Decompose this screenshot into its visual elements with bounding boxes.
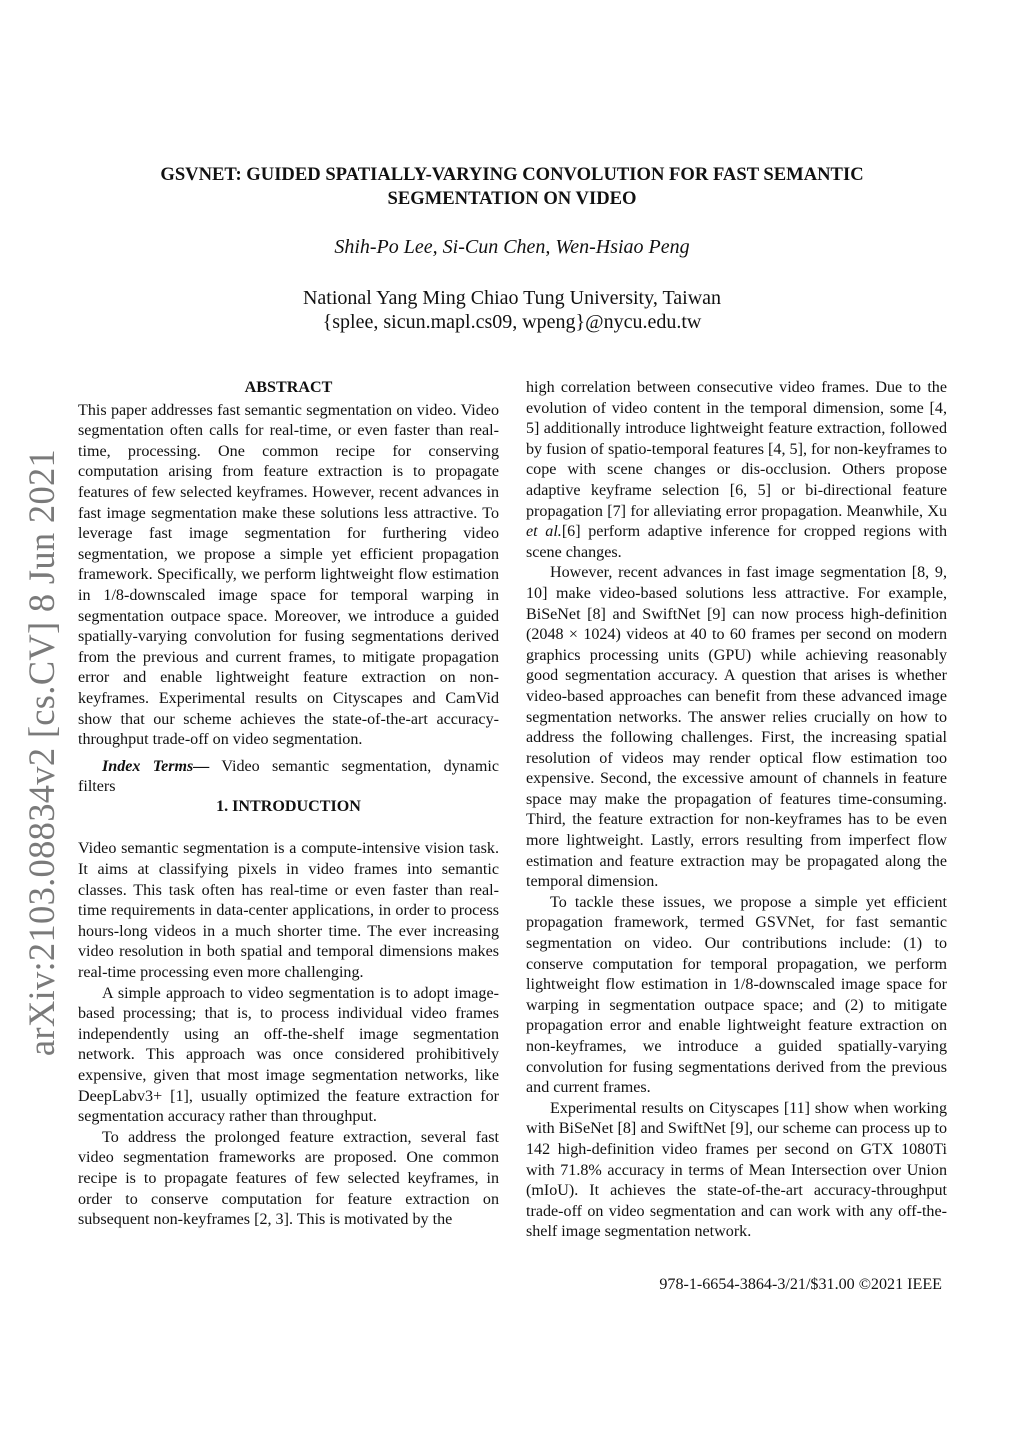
index-terms-label: Index Terms— (102, 757, 210, 775)
index-terms (78, 757, 499, 798)
author-emails: {splee, sicun.mapl.cs09, wpeng}@nycu.edu.tw (322, 311, 702, 333)
intro-paragraph-6: Experimental results on Cityscapes [11] show when working with BiSeNet [8] and SwiftNet [9], our scheme can process up to 142 high-definition video frames per second on GTX 1080Ti with 71.8% accuracy in terms of Mean Intersection over Union (mIoU). It achieves the state-of-the-art accuracy-throughput trade-off on video segmentation and can work with any off-the-shelf image segmentation network. (526, 1099, 947, 1241)
index-terms-text: Video semantic segmentation, dynamic filters (78, 757, 500, 796)
paper-title (100, 163, 924, 211)
abstract-heading: ABSTRACT (244, 379, 333, 396)
paragraph-part: [6] perform adaptive inference for cropped regions with scene changes. (526, 523, 947, 561)
title-line-2: SEGMENTATION ON VIDEO (387, 188, 637, 209)
et-al: et al. (526, 523, 562, 541)
intro-paragraph-3: To address the prolonged feature extraction, several fast video segmentation frameworks are proposed. One common recipe is to propagate features of few selected keyframes, in order to conserve computation for feature extraction on subsequent non-keyframes [2, 3]. This is motivated by the (78, 1128, 499, 1229)
arxiv-identifier (14, 448, 70, 1056)
author-list: Shih-Po Lee, Si-Cun Chen, Wen-Hsiao Peng (334, 236, 690, 258)
abstract-text: This paper addresses fast semantic segmentation on video. Video segmentation often calls for real-time, or even faster than real-time, processing. One common recipe for conserving computation arising from feature extraction is to propagate features of few selected keyframes. However, recent advances in fast image segmentation make these solutions less attractive. To leverage fast image segmentation for furthering video segmentation, we propose a simple yet efficient propagation framework. Specifically, we perform lightweight flow estimation in 1/8-downscaled image space for temporal warping in segmentation outpace space. Moreover, we introduce a guided spatially-varying convolution for fusing segmentations derived from the previous and current frames, to mitigate propagation error and enable lightweight feature extraction on non-keyframes. Experimental results on Cityscapes and CamVid show that our scheme achieves the state-of-the-art accuracy-throughput trade-off on video segmentation. (78, 401, 499, 749)
left-column (78, 378, 499, 1231)
introduction-heading: 1. INTRODUCTION (216, 797, 361, 815)
intro-paragraph-1: Video semantic segmentation is a compute-intensive vision task. It aims at classifying pixels in video frames into semantic classes. This task often has real-time or even faster than real-time requirements in data-center applications, in order to process hours-long videos in a much shorter time. The ever increasing video resolution in both spatial and temporal dimensions makes real-time processing even more challenging. (78, 840, 499, 982)
arxiv-identifier-text: arXiv:2103.08834v2 [cs.CV] 8 Jun 2021 (21, 448, 63, 1056)
copyright-footer: 978-1-6654-3864-3/21/$31.00 ©2021 IEEE (659, 1276, 942, 1293)
paragraph-part: high correlation between consecutive video frames. Due to the evolution of video content in the temporal dimension, some [4, 5] additionally introduce lightweight feature extraction, followed by fusion of spatio-temporal features [4, 5], for non-keyframes to cope with scene changes or dis-occlusion. Others propose adaptive keyframe selection [6, 5] or bi-directional feature propagation [7] for alleviating error propagation. Meanwhile, Xu (526, 379, 947, 520)
right-column (526, 378, 947, 1243)
intro-paragraph-2: A simple approach to video segmentation is to adopt image-based processing; that is, to process individual video frames independently using an off-the-shelf image segmentation network. This approach was once considered prohibitively expensive, given that most image segmentation networks, like DeepLabv3+ [1], usually optimized the feature extraction for segmentation accuracy rather than throughput. (78, 984, 499, 1126)
title-line-1: GSVNET: GUIDED SPATIALLY-VARYING CONVOLUTION FOR FAST SEMANTIC (160, 164, 864, 185)
intro-paragraph-5: To tackle these issues, we propose a simple yet efficient propagation framework, termed GSVNet, for fast semantic segmentation on video. Our contributions include: (1) to conserve computation for temporal propagation, we perform lightweight flow estimation in 1/8-downscaled image space for warping in segmentation outpace space; and (2) to mitigate propagation error and enable lightweight feature extraction on non-keyframes, we introduce a guided spatially-varying convolution for fusing segmentations derived from the previous and current frames. (526, 893, 947, 1097)
intro-paragraph-4: However, recent advances in fast image segmentation [8, 9, 10] make video-based solutions less attractive. For example, BiSeNet [8] and SwiftNet [9] can now process high-definition (2048 × 1024) videos at 40 to 60 frames per second on modern graphics processing units (GPU) while achieving reasonably good segmentation accuracy. A question that arises is whether video-based approaches can benefit from these advanced image segmentation networks. The answer relies crucially on how to address the following challenges. First, the increasing spatial resolution of videos may render optical flow estimation too expensive. Second, the excessive amount of channels in feature space may make the propagation of features time-consuming. Third, the feature extraction for non-keyframes has to be even more lightweight. Lastly, errors resulting from imperfect flow estimation and feature extraction may be propagated along the temporal dimension. (526, 564, 947, 891)
affiliation-block (100, 286, 924, 334)
intro-paragraph-3-continued (526, 378, 947, 563)
affiliation: National Yang Ming Chiao Tung University, Taiwan (302, 287, 722, 309)
